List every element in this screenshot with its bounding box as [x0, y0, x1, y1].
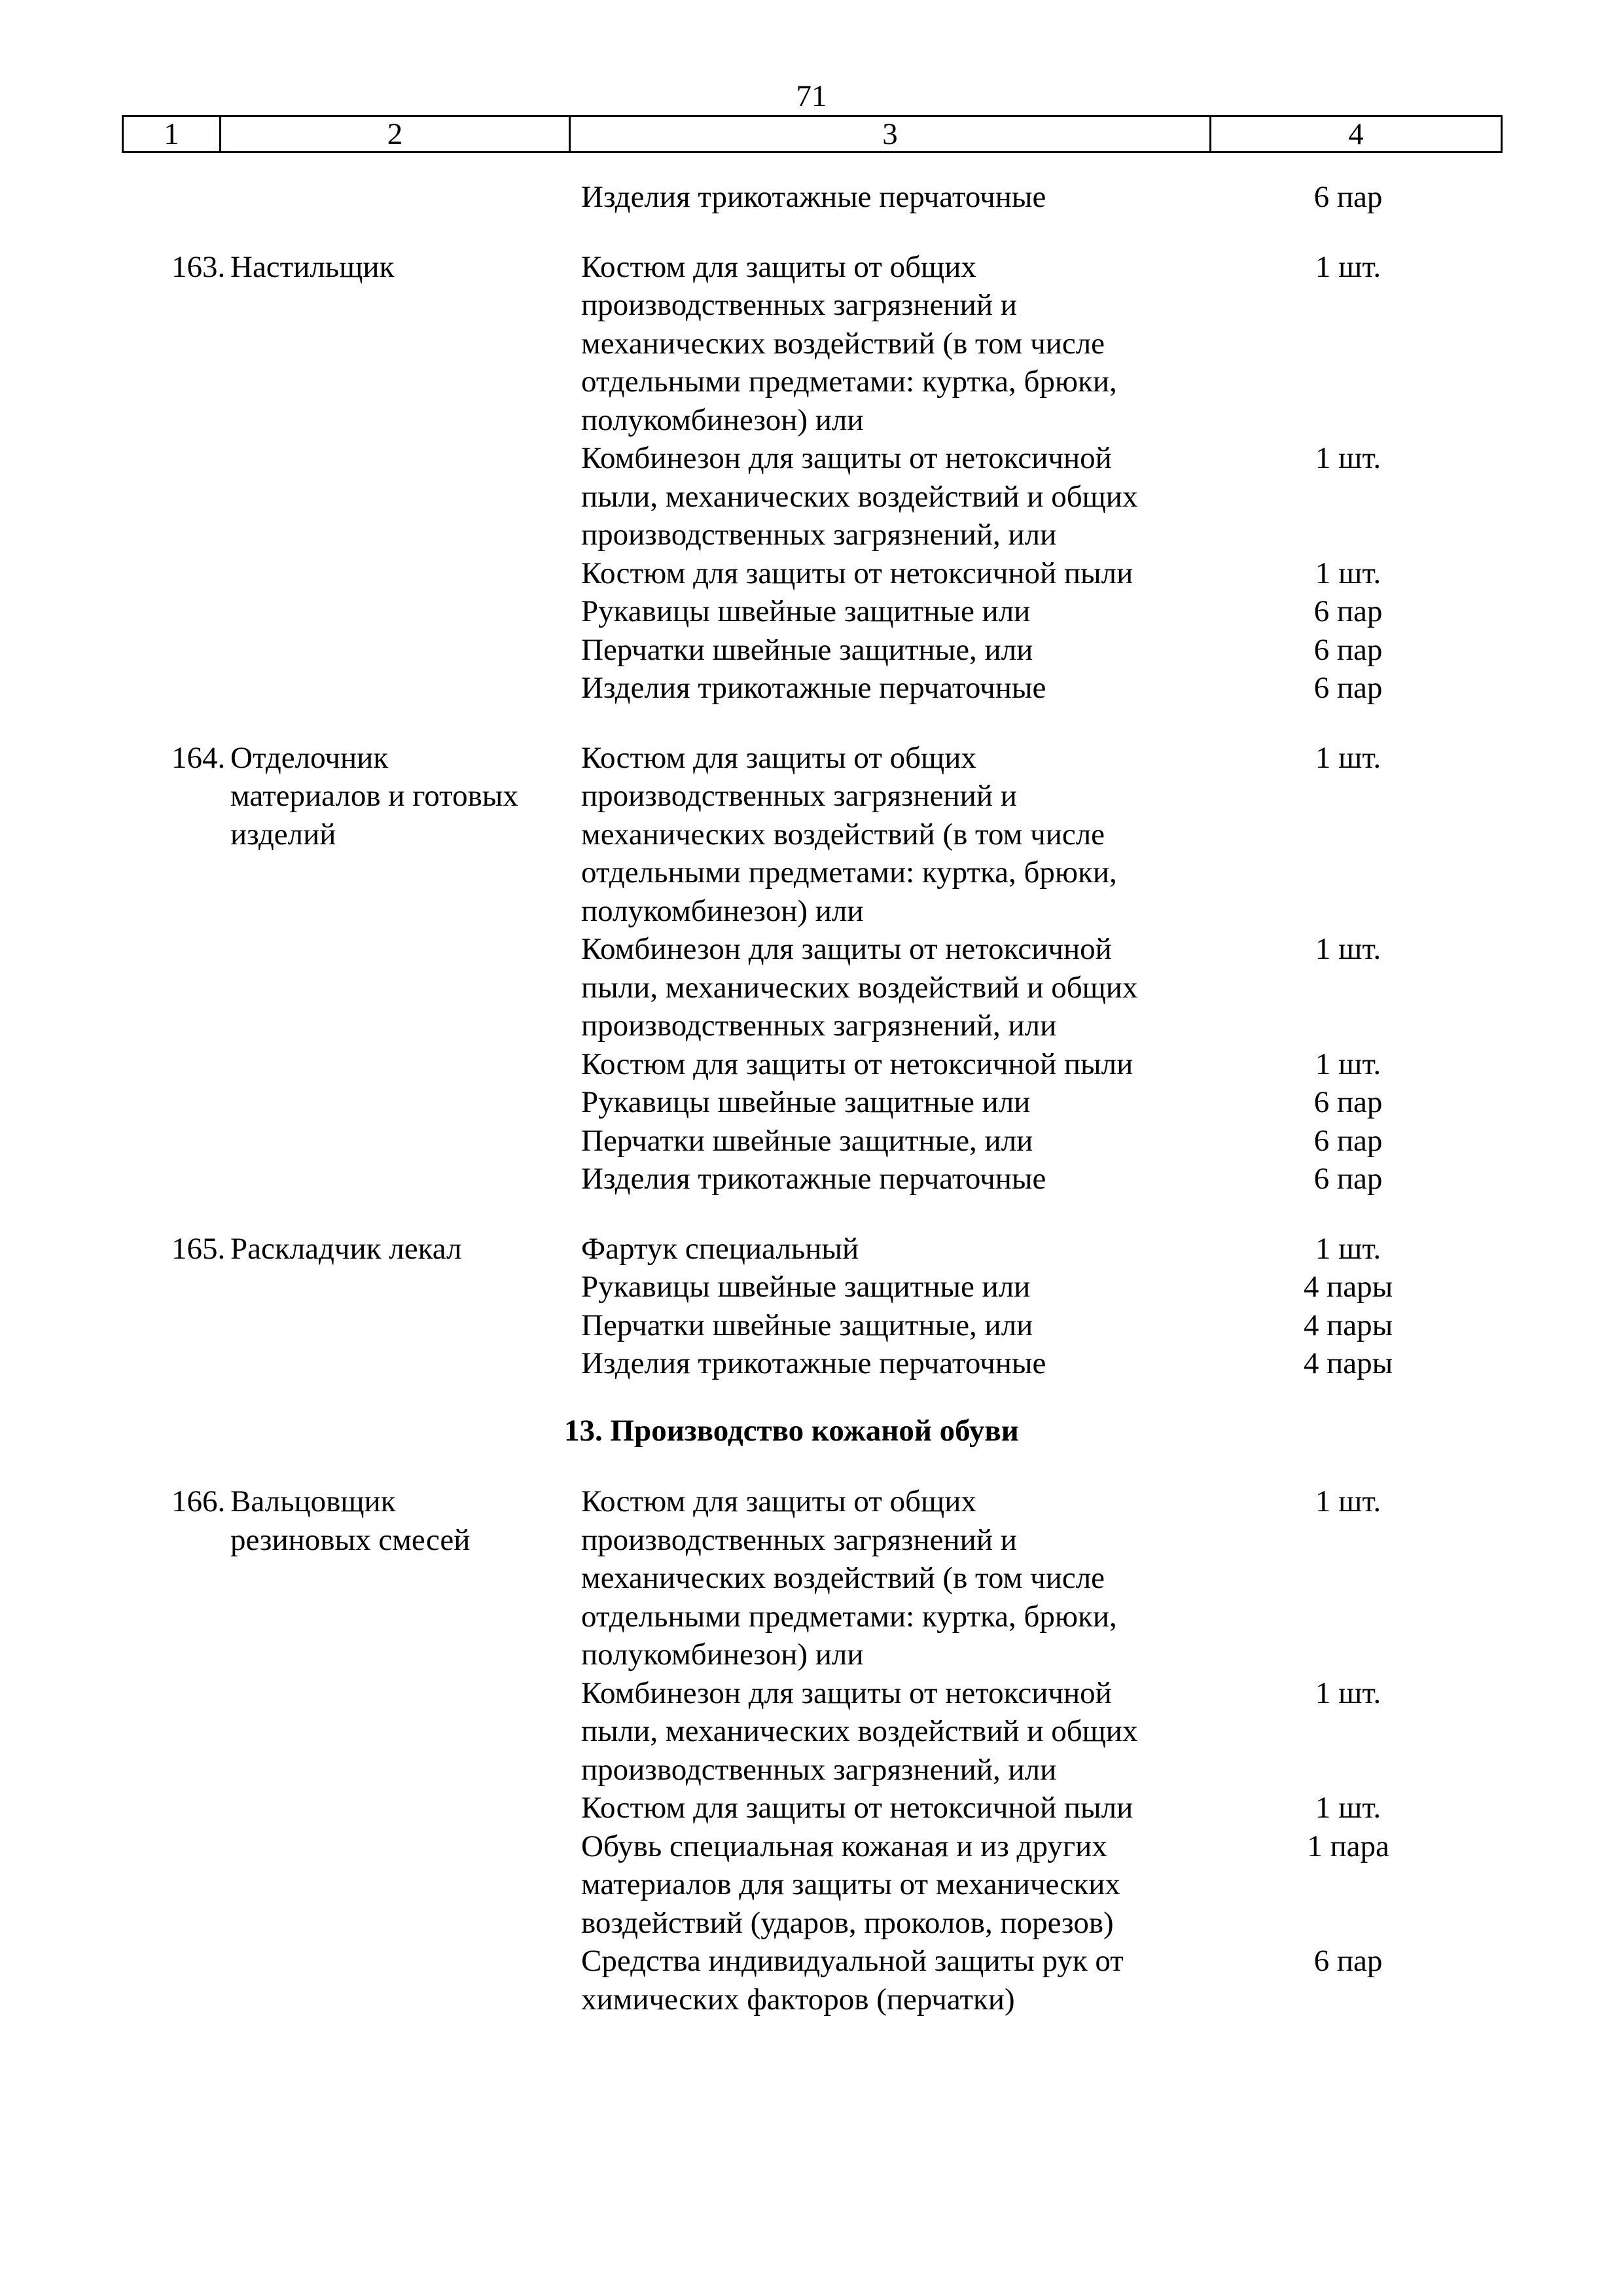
item-name: отдельными предметами: куртка, брюки,	[581, 365, 1117, 399]
item-quantity: 6 пар	[1313, 594, 1383, 628]
item-name: материалов для защиты от механических	[581, 1867, 1120, 1901]
item-name: механических воздействий (в том числе	[581, 1561, 1105, 1595]
item-name: Костюм для защиты от общих	[581, 740, 976, 775]
item-quantity: 1 шт.	[1315, 1676, 1382, 1710]
item-name: Рукавицы швейные защитные или	[581, 1085, 1031, 1119]
item-name: производственных загрязнений и	[581, 779, 1017, 813]
item-name: Средства индивидуальной защиты рук от	[581, 1944, 1124, 1978]
item-quantity: 6 пар	[1313, 1162, 1383, 1196]
item-quantity: 6 пар	[1313, 632, 1383, 667]
item-name: производственных загрязнений, или	[581, 1009, 1057, 1043]
item-quantity: 1 шт.	[1315, 1231, 1382, 1266]
item-name: Костюм для защиты от общих	[581, 249, 976, 284]
column-header-1: 1	[164, 117, 179, 151]
item-name: Рукавицы швейные защитные или	[581, 1270, 1031, 1304]
section-title: 13. Производство кожаной обуви	[564, 1413, 1019, 1448]
item-name: химических факторов (перчатки)	[581, 1982, 1015, 2017]
item-quantity: 4 пары	[1303, 1308, 1393, 1342]
item-name: Перчатки швейные защитные, или	[581, 632, 1033, 667]
page-number: 71	[796, 79, 827, 113]
item-name: Перчатки швейные защитные, или	[581, 1308, 1033, 1342]
item-name: Костюм для защиты от нетоксичной пыли	[581, 1047, 1133, 1081]
item-name: полукомбинезон) или	[581, 1638, 864, 1672]
item-name: производственных загрязнений, или	[581, 1752, 1057, 1787]
item-name: Рукавицы швейные защитные или	[581, 594, 1031, 628]
item-quantity: 6 пар	[1313, 180, 1383, 214]
item-quantity: 6 пар	[1313, 1123, 1383, 1158]
profession-name: Вальцовщик	[230, 1484, 396, 1518]
item-quantity: 6 пар	[1313, 1085, 1383, 1119]
item-name: производственных загрязнений и	[581, 1522, 1017, 1557]
item-quantity: 1 шт.	[1315, 740, 1382, 775]
item-name: воздействий (ударов, проколов, порезов)	[581, 1905, 1114, 1940]
row-number: 165.	[171, 1231, 226, 1266]
item-name: механических воздействий (в том числе	[581, 817, 1105, 852]
item-name: Перчатки швейные защитные, или	[581, 1123, 1033, 1158]
item-quantity: 1 пара	[1307, 1829, 1389, 1863]
profession-name: изделий	[230, 817, 336, 852]
item-quantity: 1 шт.	[1315, 932, 1382, 966]
item-quantity: 1 шт.	[1315, 556, 1382, 590]
column-header-3: 3	[569, 117, 1209, 151]
profession-name: Раскладчик лекал	[230, 1231, 462, 1266]
item-name: Костюм для защиты от нетоксичной пыли	[581, 1791, 1133, 1825]
column-header-4: 4	[1209, 117, 1501, 151]
column-header-row	[122, 115, 1503, 153]
item-name: производственных загрязнений и	[581, 288, 1017, 322]
item-name: Костюм для защиты от общих	[581, 1484, 976, 1518]
item-name: Изделия трикотажные перчаточные	[581, 671, 1046, 705]
item-quantity: 1 шт.	[1315, 441, 1382, 475]
item-quantity: 1 шт.	[1315, 1047, 1382, 1081]
row-number: 163.	[171, 249, 226, 284]
item-name: Комбинезон для защиты от нетоксичной	[581, 441, 1112, 475]
item-name: пыли, механических воздействий и общих	[581, 970, 1138, 1005]
item-name: Фартук специальный	[581, 1231, 859, 1266]
row-number: 166.	[171, 1484, 226, 1518]
profession-name: Настильщик	[230, 249, 395, 284]
item-name: Изделия трикотажные перчаточные	[581, 180, 1046, 214]
item-name: Изделия трикотажные перчаточные	[581, 1162, 1046, 1196]
column-header-2: 2	[219, 117, 569, 151]
item-name: производственных загрязнений, или	[581, 518, 1057, 552]
profession-name: резиновых смесей	[230, 1522, 471, 1557]
item-quantity: 4 пары	[1303, 1346, 1393, 1380]
item-name: полукомбинезон) или	[581, 893, 864, 928]
item-name: Костюм для защиты от нетоксичной пыли	[581, 556, 1133, 590]
item-name: пыли, механических воздействий и общих	[581, 1714, 1138, 1748]
item-quantity: 1 шт.	[1315, 249, 1382, 284]
item-name: отдельными предметами: куртка, брюки,	[581, 855, 1117, 889]
item-name: механических воздействий (в том числе	[581, 326, 1105, 361]
item-quantity: 6 пар	[1313, 671, 1383, 705]
item-name: Комбинезон для защиты от нетоксичной	[581, 1676, 1112, 1710]
item-quantity: 6 пар	[1313, 1944, 1383, 1978]
profession-name: Отделочник	[230, 740, 389, 775]
item-quantity: 4 пары	[1303, 1270, 1393, 1304]
item-quantity: 1 шт.	[1315, 1791, 1382, 1825]
profession-name: материалов и готовых	[230, 779, 518, 813]
row-number: 164.	[171, 740, 226, 775]
item-quantity: 1 шт.	[1315, 1484, 1382, 1518]
item-name: Комбинезон для защиты от нетоксичной	[581, 932, 1112, 966]
item-name: полукомбинезон) или	[581, 403, 864, 437]
item-name: отдельными предметами: куртка, брюки,	[581, 1599, 1117, 1634]
item-name: пыли, механических воздействий и общих	[581, 479, 1138, 514]
item-name: Обувь специальная кожаная и из других	[581, 1829, 1107, 1863]
item-name: Изделия трикотажные перчаточные	[581, 1346, 1046, 1380]
